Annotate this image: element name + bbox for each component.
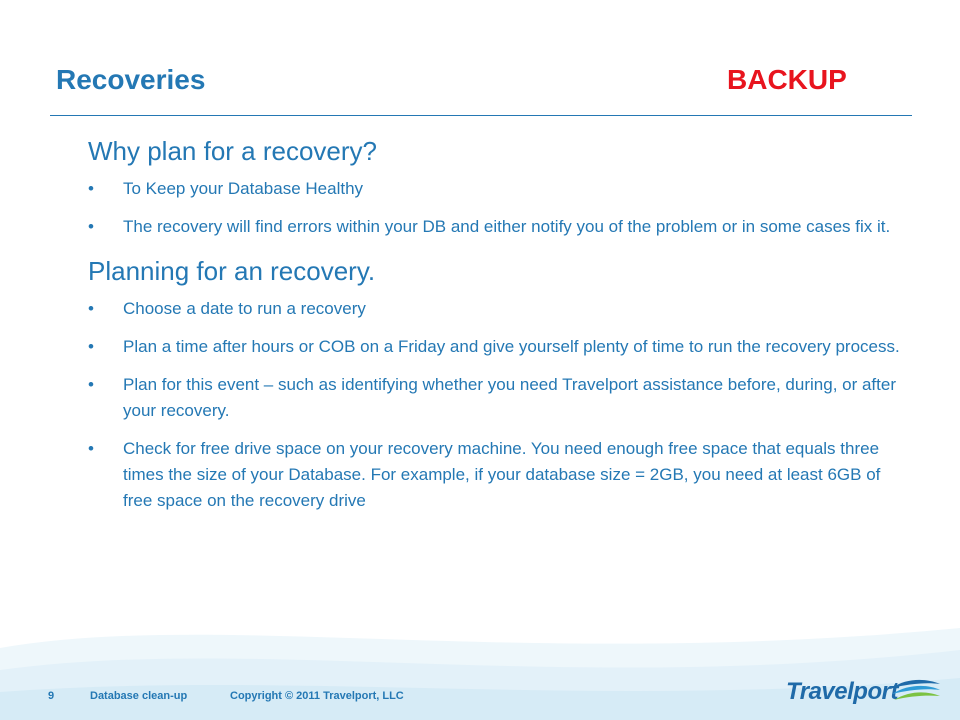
bullet-icon: • (88, 439, 94, 458)
list-item (88, 214, 908, 240)
footer-copyright: Copyright © 2011 Travelport, LLC (230, 690, 404, 702)
title-divider (50, 115, 912, 116)
bullet-text: Plan for this event – such as identifying whether you need Travelport assistance before, during, or after your recovery. (123, 375, 896, 420)
footer-section: Database clean-up (90, 690, 188, 702)
travelport-logo (786, 676, 946, 710)
list-item (88, 372, 908, 424)
list-item (88, 176, 908, 202)
bullet-text: Plan a time after hours or COB on a Friday and give yourself plenty of time to run the recovery process. (123, 337, 900, 356)
bullet-text: Check for free drive space on your recovery machine. You need enough free space that equals three times the size of your Database. For example, if your database size = 2GB, you need at least 6GB of free space on the recovery drive (123, 439, 881, 510)
slide-content (88, 134, 908, 526)
bullet-text: Choose a date to run a recovery (123, 299, 366, 318)
bullet-text: The recovery will find errors within your DB and either notify you of the problem or in some cases fix it. (123, 217, 891, 236)
section-heading-why: Why plan for a recovery? (88, 136, 378, 166)
logo-text: Travelport (786, 678, 898, 705)
bullet-list-planning (88, 296, 908, 514)
slide-title: Recoveries (56, 64, 206, 95)
bullet-text: To Keep your Database Healthy (123, 179, 364, 198)
bullet-icon: • (88, 337, 94, 356)
bullet-icon: • (88, 299, 94, 318)
bullet-icon: • (88, 179, 94, 198)
bullet-icon: • (88, 375, 94, 394)
backup-badge: BACKUP (727, 64, 847, 95)
bullet-list-why (88, 176, 908, 240)
bullet-icon: • (88, 217, 94, 236)
page-number: 9 (48, 690, 55, 702)
section-heading-planning: Planning for an recovery. (88, 256, 376, 286)
travelport-swoosh-icon (890, 676, 942, 706)
list-item (88, 334, 908, 360)
list-item (88, 436, 908, 514)
list-item (88, 296, 908, 322)
